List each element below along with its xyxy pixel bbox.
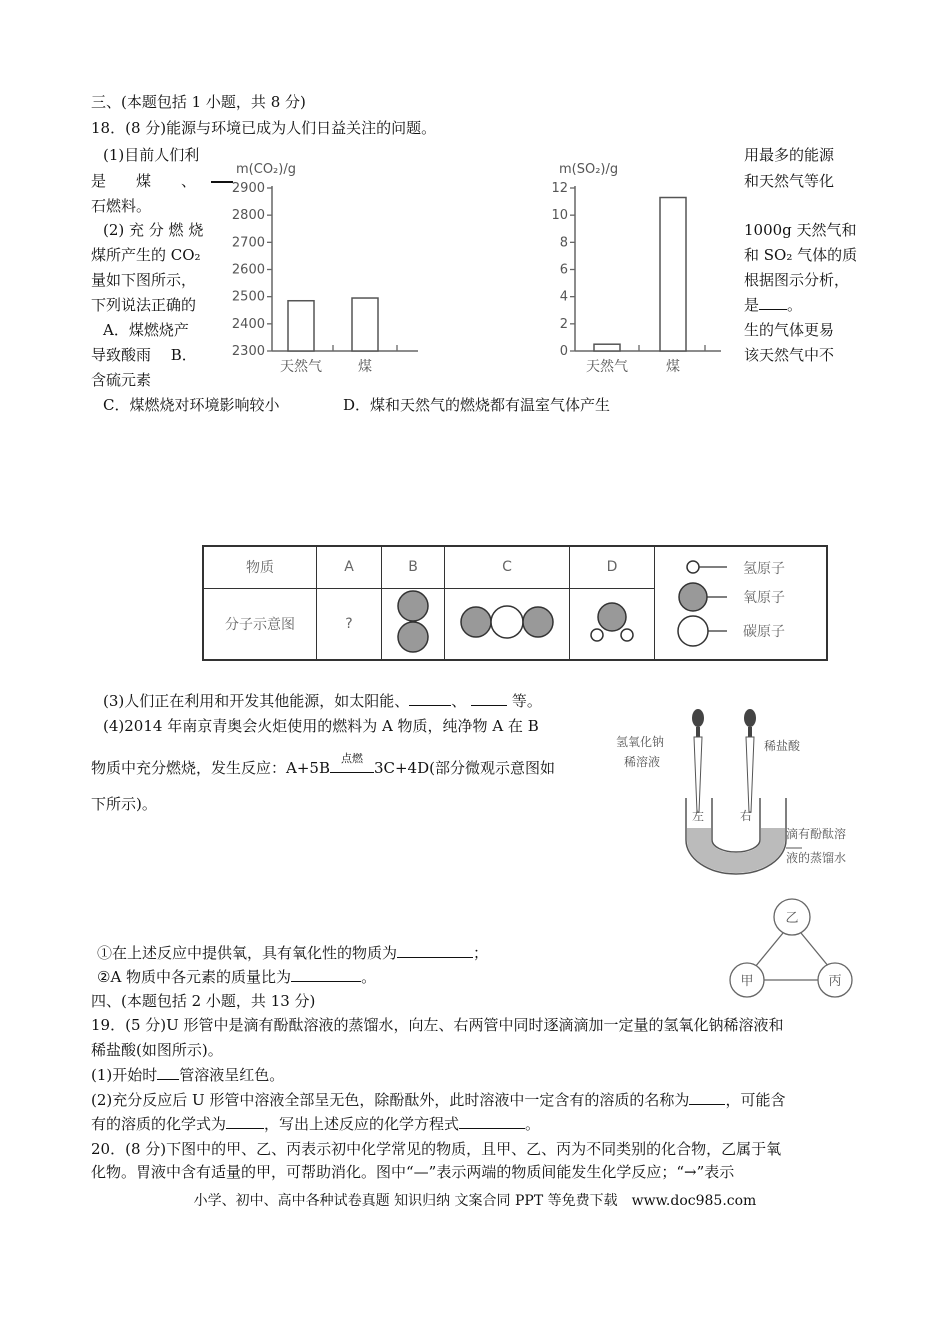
y-tick-label: 2600 <box>231 262 265 278</box>
y-tick-label: 8 <box>559 235 568 251</box>
q18-part3-blank-2[interactable] <box>471 691 507 706</box>
y-tick-label: 4 <box>559 289 568 305</box>
molecule-c-cell <box>445 588 570 660</box>
q18-sub1-line <box>97 943 488 963</box>
x-tick-label: 煤 <box>358 359 372 375</box>
q18-option-a-cont: 生的气体更易 <box>744 321 835 339</box>
y-tick-label: 2800 <box>231 208 265 224</box>
q18-part3-end: 等。 <box>511 692 542 710</box>
question-18-stem: 18．(8 分)能源与环境已成为人们日益关注的问题。 <box>91 119 437 137</box>
u-tube-diagram <box>612 700 882 880</box>
y-tick-label: 6 <box>559 262 568 278</box>
y-tick-label: 2300 <box>231 344 265 359</box>
section-4-heading: 四、(本题包括 2 小题，共 13 分) <box>91 992 316 1010</box>
oxygen-molecule-icon <box>395 589 431 655</box>
q18-option-b-end: 含硫元素 <box>91 371 152 389</box>
q19-part2-blank-3[interactable] <box>459 1114 525 1129</box>
q18-part2-text-f: 根据图示分析， <box>744 271 850 289</box>
q18-part1-text-c: 是 煤 、 <box>91 172 197 190</box>
q18-part2-blank[interactable] <box>759 295 787 310</box>
q19-text-b: 稀盐酸(如图所示)。 <box>91 1041 223 1059</box>
y-tick-label: 2400 <box>231 316 265 332</box>
table-header-d: D <box>570 546 655 588</box>
q18-part1-text-d: 和天然气等化 <box>744 172 835 190</box>
q19-part2-text-c: 有的溶质的化学式为 <box>91 1115 227 1133</box>
q18-part4-equation <box>91 752 555 778</box>
water-molecule-icon <box>587 600 637 644</box>
table-header-b: B <box>382 546 445 588</box>
q18-part1-text-a: (1)目前人们利 <box>103 146 200 164</box>
y-tick-label: 2500 <box>231 289 265 305</box>
y-tick-label: 12 <box>551 181 568 196</box>
left-label-1: 氢氧化钠 <box>616 735 665 749</box>
y-tick-label: 2900 <box>231 181 265 196</box>
y-tick-label: 2700 <box>231 235 265 251</box>
q18-part3-line <box>103 691 542 711</box>
q18-part3-text: (3)人们正在利用和开发其他能源，如太阳能、 <box>103 692 410 710</box>
carbon-atom-icon <box>678 616 708 646</box>
q18-sub1-blank[interactable] <box>397 943 473 958</box>
q18-option-c: C．煤燃烧对环境影响较小 <box>103 396 280 414</box>
bar-1 <box>660 198 686 351</box>
equation-right: 3C+4D(部分微观示意图如 <box>373 759 555 777</box>
q19-part2-blank-2[interactable] <box>226 1114 264 1129</box>
q18-part2-text-a: (2) 充 分 燃 烧 <box>103 221 204 239</box>
right-dropper-icon <box>744 709 756 812</box>
equation-arrow <box>330 752 374 773</box>
y-tick-label: 0 <box>559 344 568 359</box>
node-jia-label: 甲 <box>740 974 754 989</box>
q20-text-b: 化物。胃液中含有适量的甲，可帮助消化。图中“—”表示两端的物质间能发生化学反应；“→”表示 <box>91 1163 735 1181</box>
q20-text-a: 20．(8 分)下图中的甲、乙、丙表示初中化学常见的物质，且甲、乙、丙为不同类别的化合物，乙属于氧 <box>91 1140 782 1158</box>
q18-part2-text-h-end: 。 <box>787 296 803 314</box>
equation-left: 物质中充分燃烧，发生反应：A+5B <box>91 759 330 777</box>
legend-hydrogen: 氢原子 <box>743 560 785 577</box>
table-header-a: A <box>317 546 382 588</box>
oxygen-atom-icon <box>679 583 707 611</box>
q18-part1-text-b: 用最多的能源 <box>744 146 835 164</box>
node-bing-label: 丙 <box>828 974 842 989</box>
q18-part4-text-a: (4)2014 年南京青奥会火炬使用的燃料为 A 物质，纯净物 A 在 B <box>103 717 539 735</box>
q18-part2-text-g: 下列说法正确的 <box>91 296 197 314</box>
q18-part2-answer-line <box>744 295 802 315</box>
page-footer: 小学、初中、高中各种试卷真题 知识归纳 文案合同 PPT 等免费下载 www.doc985.com <box>193 1193 757 1209</box>
q19-part2-line-2 <box>91 1114 540 1134</box>
table-row-label: 分子示意图 <box>203 588 317 660</box>
section-3-heading: 三、(本题包括 1 小题，共 8 分) <box>91 93 306 111</box>
q19-part2-text-b: ，可能含 <box>725 1091 786 1109</box>
q18-sub2-line <box>97 967 376 987</box>
left-label-2: 稀溶液 <box>624 755 661 769</box>
right-label: 稀盐酸 <box>764 739 801 753</box>
left-tube-label: 左 <box>692 809 705 823</box>
hydrogen-atom-icon <box>687 561 699 573</box>
q18-part1-text-e: 石燃料。 <box>91 197 152 215</box>
table-header-substance: 物质 <box>203 546 317 588</box>
node-yi-label: 乙 <box>785 911 799 926</box>
q18-sub2-blank[interactable] <box>291 967 361 982</box>
legend-oxygen: 氧原子 <box>743 589 785 606</box>
atom-legend <box>655 546 828 660</box>
x-tick-label: 煤 <box>666 359 680 375</box>
q18-part3-blank-1[interactable] <box>409 691 451 706</box>
molecule-table <box>202 545 828 661</box>
relation-triangle-diagram <box>725 895 860 1005</box>
chart-ylabel: m(SO₂)/g <box>559 162 619 177</box>
q18-option-d: D．煤和天然气的燃烧都有温室气体产生 <box>343 396 611 414</box>
q18-part2-text-c: 煤所产生的 CO₂ <box>91 246 201 264</box>
q19-part1-line <box>91 1065 284 1085</box>
q18-sub1-text: ①在上述反应中提供氧，具有氧化性的物质为 <box>97 944 398 962</box>
so2-bar-chart <box>545 155 725 380</box>
q19-part1-text-b: 管溶液呈红色。 <box>179 1066 285 1084</box>
q18-option-a-b: 导致酸雨 B． <box>91 346 197 364</box>
molecule-b-cell <box>382 588 445 660</box>
q18-part2-text-h: 是 <box>744 296 760 314</box>
x-tick-label: 天然气 <box>280 359 322 375</box>
q18-sub1-end: ； <box>473 944 489 962</box>
q19-part1-blank[interactable] <box>157 1065 179 1080</box>
q18-sub2-text: ②A 物质中各元素的质量比为 <box>97 968 292 986</box>
atom-legend-icons <box>677 549 737 657</box>
u-tube-liquid <box>687 828 785 873</box>
right-tube-label: 右 <box>740 809 753 823</box>
q19-part2-text-d: ，写出上述反应的化学方程式 <box>264 1115 460 1133</box>
carbon-dioxide-molecule-icon <box>459 602 555 642</box>
q19-part2-text-a: (2)充分反应后 U 形管中溶液全部呈无色，除酚酞外，此时溶液中一定含有的溶质的名称为 <box>91 1091 690 1109</box>
table-header-c: C <box>445 546 570 588</box>
bar-1 <box>352 298 378 351</box>
q18-part2-text-d: 和 SO₂ 气体的质 <box>744 246 858 264</box>
chart-ylabel: m(CO₂)/g <box>236 162 296 177</box>
q18-part4-text-c: 下所示)。 <box>91 795 157 813</box>
q18-option-b-cont: 该天然气中不 <box>744 346 835 364</box>
q19-part2-blank-1[interactable] <box>689 1090 725 1105</box>
q19-part2-text-e: 。 <box>525 1115 541 1133</box>
q18-option-a: A．煤燃烧产 <box>103 321 189 339</box>
left-dropper-icon <box>692 709 704 812</box>
q18-sub2-end: 。 <box>361 968 377 986</box>
q18-part2-text-b: 1000g 天然气和 <box>744 221 857 239</box>
legend-carbon: 碳原子 <box>743 623 785 640</box>
water-label-1: 滴有酚酞溶 <box>786 827 847 841</box>
water-label-2: 液的蒸馏水 <box>786 851 847 865</box>
q19-part2-line-1 <box>91 1090 785 1110</box>
co2-bar-chart <box>222 155 422 380</box>
q18-part2-text-e: 量如下图所示， <box>91 271 197 289</box>
q19-text-a: 19．(5 分)U 形管中是滴有酚酞溶液的蒸馏水，向左、右两管中同时逐滴滴加一定量的氢氧化钠稀溶液和 <box>91 1016 784 1034</box>
q18-part3-sep: 、 <box>451 692 467 710</box>
bar-0 <box>594 344 620 351</box>
x-tick-label: 天然气 <box>586 359 628 375</box>
bar-0 <box>288 301 314 351</box>
molecule-d-cell <box>570 588 655 660</box>
molecule-a-unknown: ? <box>317 588 382 660</box>
y-tick-label: 10 <box>551 208 568 224</box>
equation-condition: 点燃 <box>340 752 363 765</box>
q19-part1-text-a: (1)开始时 <box>91 1066 158 1084</box>
y-tick-label: 2 <box>559 316 568 332</box>
